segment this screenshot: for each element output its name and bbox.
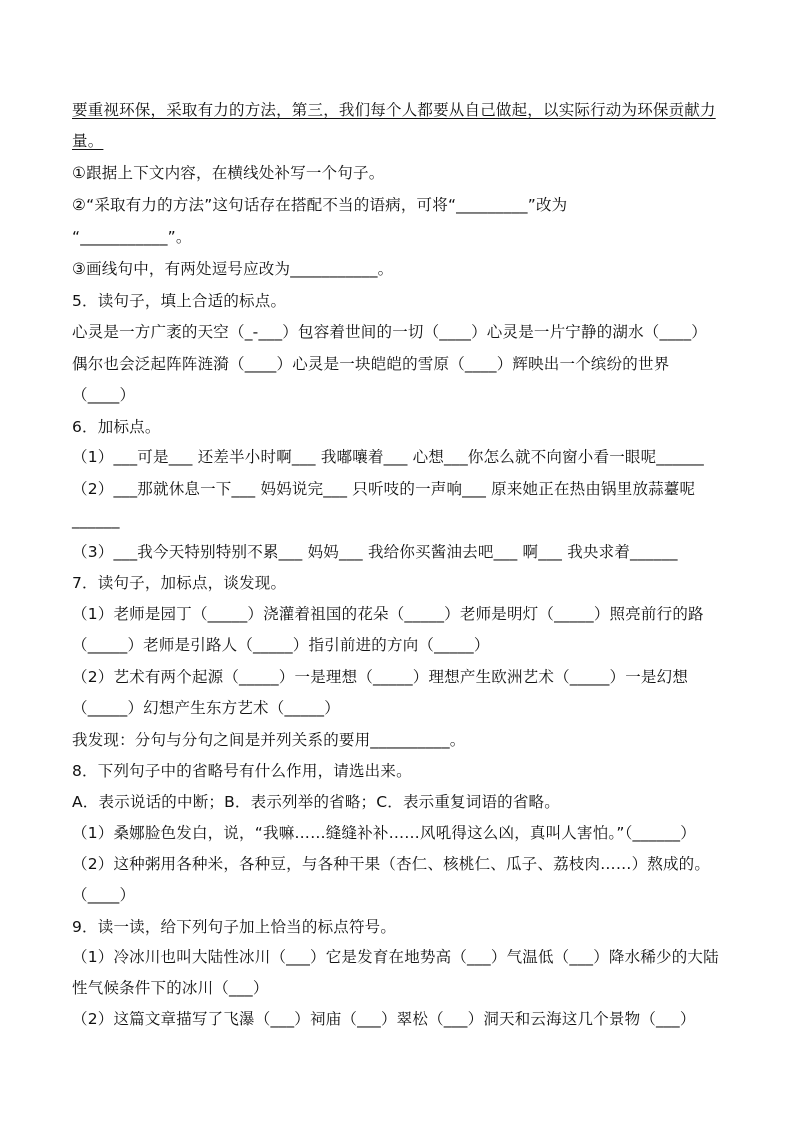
question-4-sub-2-cont: “___________”。 xyxy=(72,228,192,246)
question-9-item-1: （1）冷冰川也叫大陆性冰川（___）它是发育在地势高（___）气温低（___）降水稀少的大陆 xyxy=(72,948,719,966)
question-7-item-2: （2）艺术有两个起源（_____）一是理想（_____）理想产生欧洲艺术（_____）一是幻想 xyxy=(72,668,689,686)
question-4-sub-3: ③画线句中，有两处逗号应改为___________。 xyxy=(72,260,394,278)
question-4-sub-1: ①跟据上下文内容，在横线处补写一个句子。 xyxy=(72,164,385,182)
question-5-line-3: （____） xyxy=(72,386,136,404)
question-5-line-2: 偶尔也会泛起阵阵涟漪（____）心灵是一块皑皑的雪原（____）辉映出一个缤纷的世界 xyxy=(72,355,670,373)
question-7-heading: 7．读句子，加标点，谈发现。 xyxy=(72,574,287,592)
question-5-heading: 5．读句子，填上合适的标点。 xyxy=(72,292,287,310)
question-9-item-2: （2）这篇文章描写了飞瀑（___）祠庙（___）翠松（___）洞天和云海这几个景物（___） xyxy=(72,1010,696,1028)
question-8-options: A．表示说话的中断；B．表示列举的省略；C．表示重复词语的省略。 xyxy=(72,793,560,811)
question-8-item-2-cont: （____） xyxy=(72,886,136,904)
question-7-item-2-cont: （_____）幻想产生东方艺术（_____） xyxy=(72,699,340,717)
question-5-line-1: 心灵是一方广袤的天空（_-___）包容着世间的一切（____）心灵是一片宁静的湖水（____） xyxy=(72,323,707,341)
underlined-sentence-line-1: 要重视环保，采取有力的方法，第三，我们每个人都要从自己做起，以实际行动为环保贡献力 xyxy=(72,101,716,119)
question-6-item-2: （2）___那就休息一下___ 妈妈说完___ 只听吱的一声响___ 原来她正在热由锅里放蒜薹呢 xyxy=(72,480,696,498)
question-6-item-2-cont: ______ xyxy=(72,511,120,529)
question-6-heading: 6．加标点。 xyxy=(72,418,161,436)
question-4-sub-2: ②“采取有力的方法”这句话存在搭配不当的语病，可将“_________”改为 xyxy=(72,196,568,214)
question-8-item-1: （1）桑娜脸色发白，说，“我嘛……缝缝补补……风吼得这么凶，真叫人害怕。”（______） xyxy=(72,824,696,842)
question-9-heading: 9．读一读，给下列句子加上恰当的标点符号。 xyxy=(72,918,397,936)
underlined-sentence-line-2: 量。 xyxy=(72,132,104,150)
question-7-discovery: 我发现：分句与分句之间是并列关系的要用__________。 xyxy=(72,731,466,749)
question-9-item-1-cont: 性气候条件下的冰川（___） xyxy=(72,979,269,997)
question-7-item-1-cont: （_____）老师是引路人（_____）指引前进的方向（_____） xyxy=(72,636,490,654)
question-8-item-2: （2）这种粥用各种米，各种豆，与各种干果（杏仁、核桃仁、瓜子、荔枝肉……）熬成的。 xyxy=(72,855,711,873)
question-8-heading: 8．下列句子中的省略号有什么作用，请选出来。 xyxy=(72,762,412,780)
question-7-item-1: （1）老师是园丁（_____）浇灌着祖国的花朵（_____）老师是明灯（_____）照亮前行的路 xyxy=(72,605,704,623)
question-6-item-1: （1）___可是___ 还差半小时啊___ 我嘟嚷着___ 心想___你怎么就不向窗小看一眼呢______ xyxy=(72,448,704,466)
question-6-item-3: （3）___我今天特别特别不累___ 妈妈___ 我给你买酱油去吧___ 啊___ 我央求着______ xyxy=(72,543,678,561)
